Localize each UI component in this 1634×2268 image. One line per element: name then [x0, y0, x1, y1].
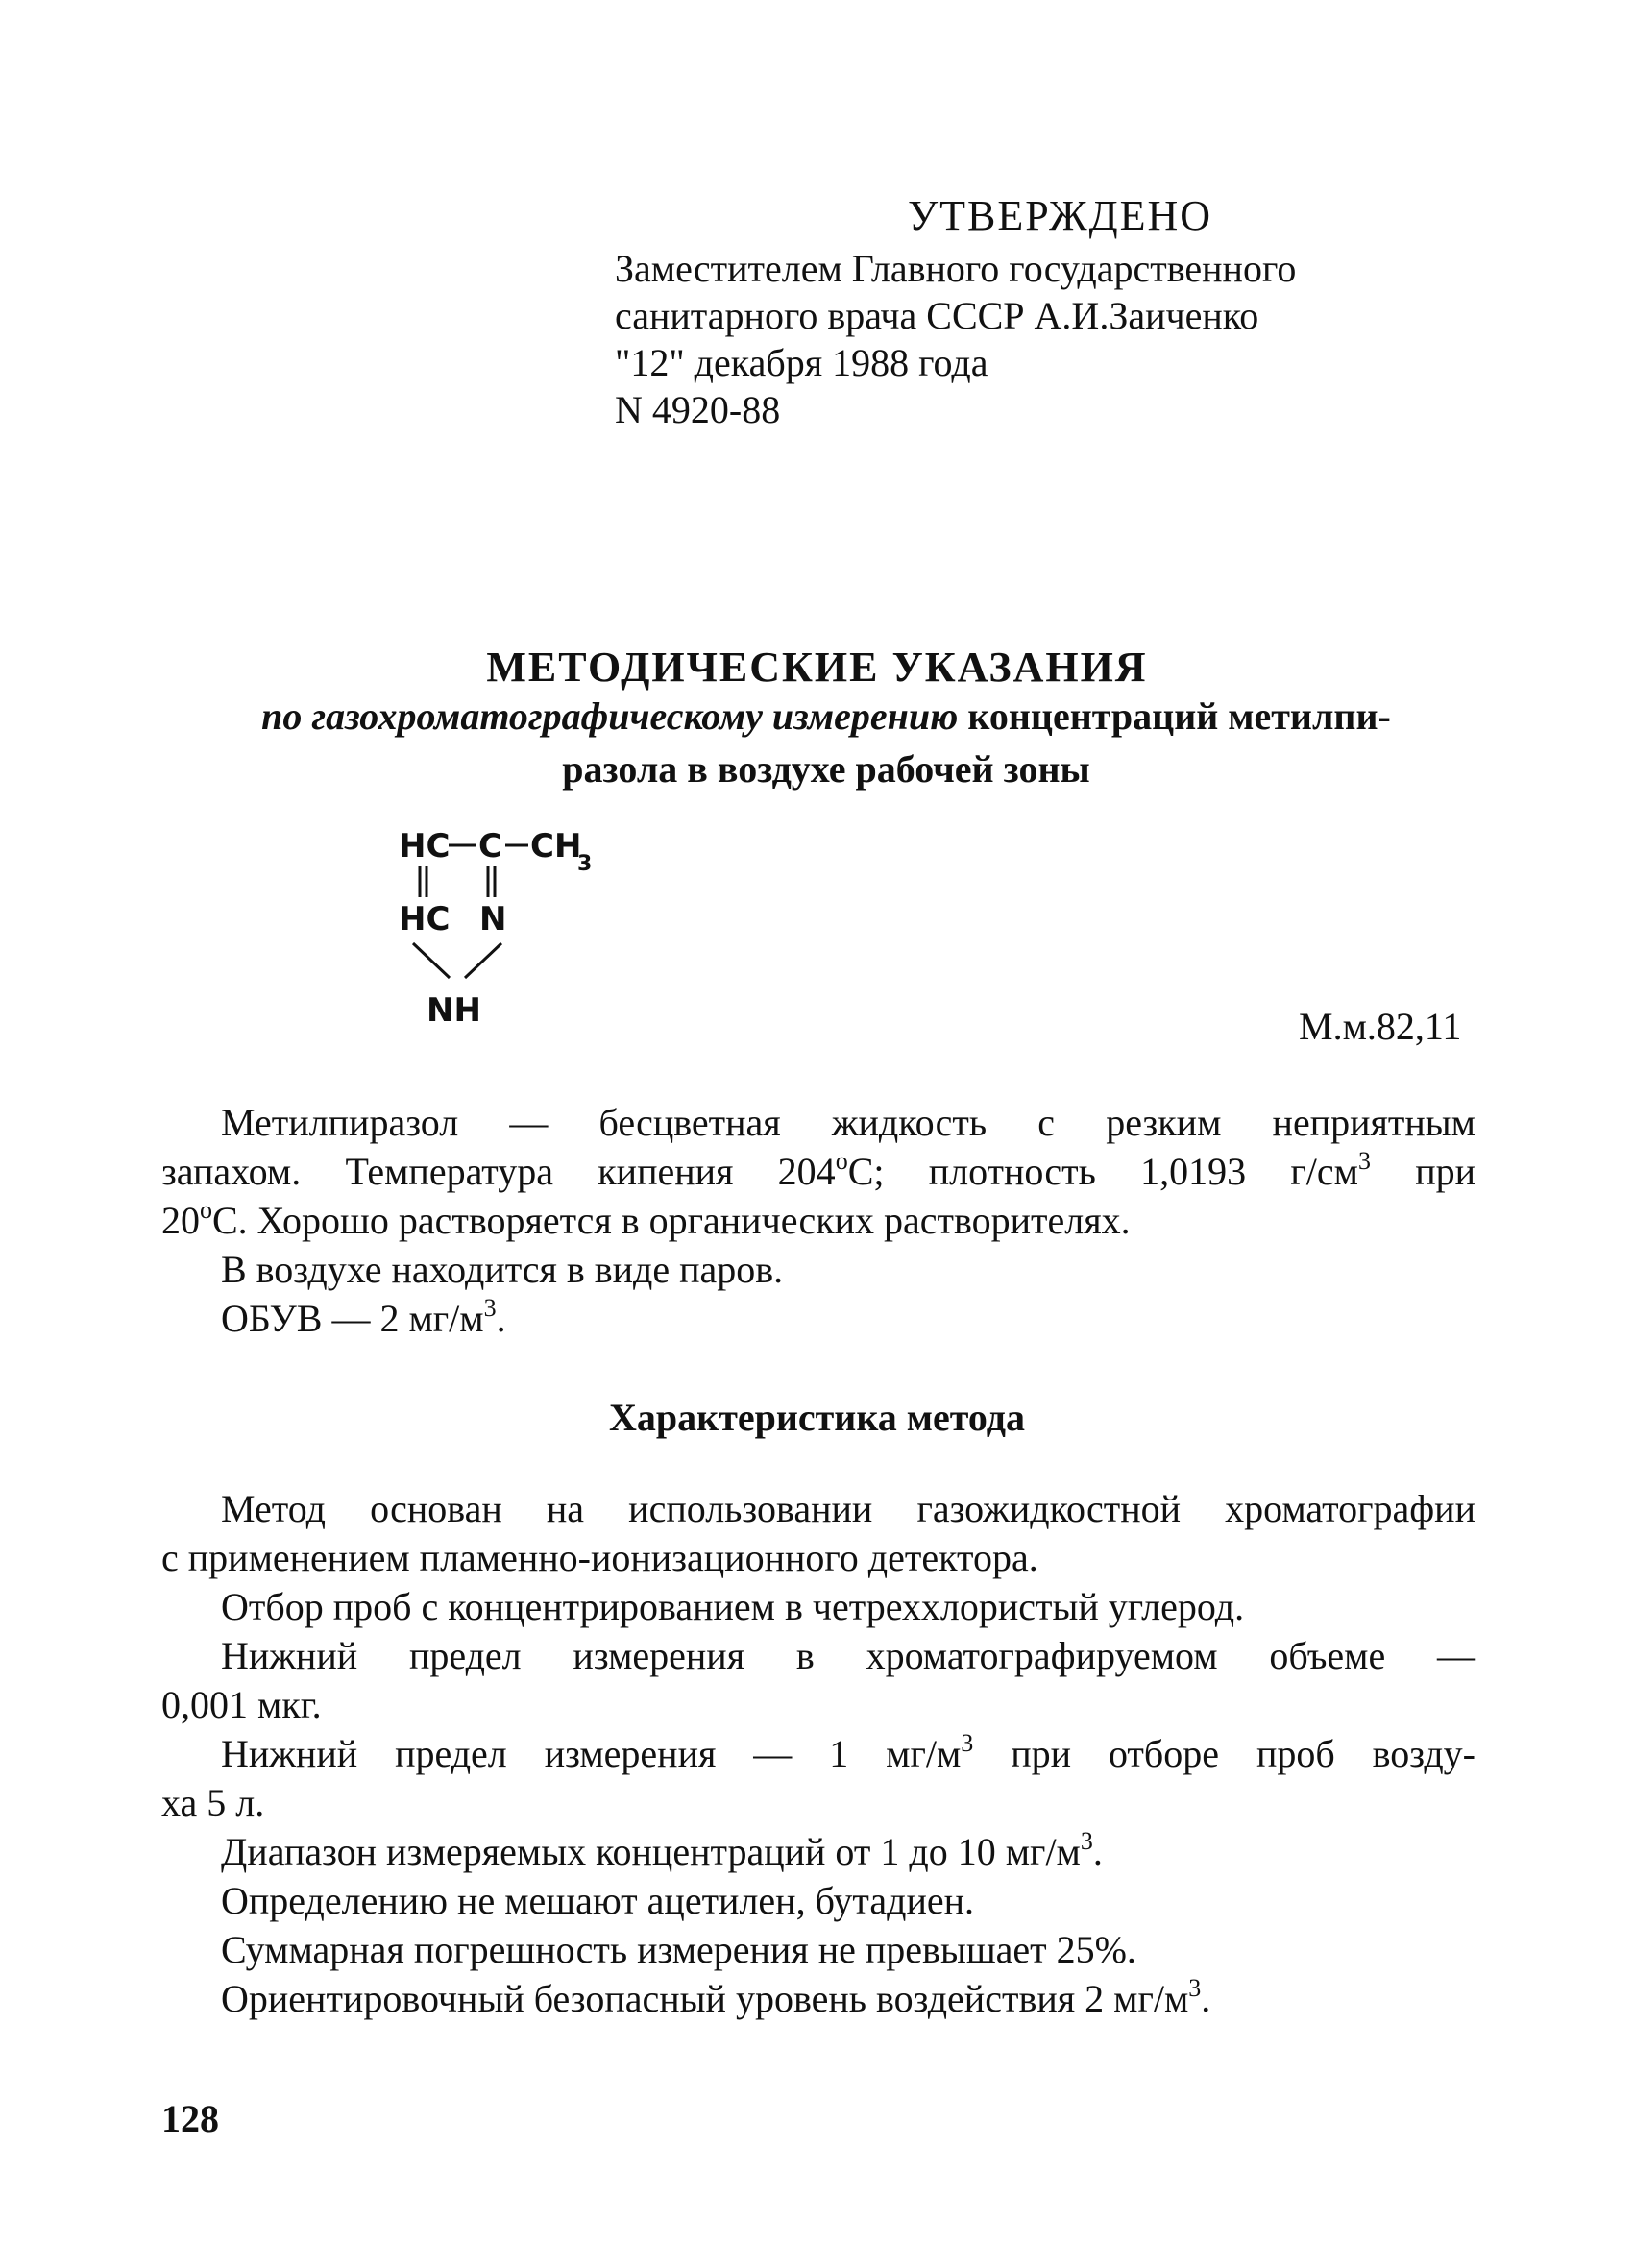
- description-line-2: запахом. Температура кипения $204^оС$; плотность 1,0193 $г/см^3$ при: [161, 1147, 1476, 1193]
- method-paragraph-1-line-1: Метод основан на использовании газожидкостной хроматографии: [221, 1487, 1475, 1530]
- description-line-4: В воздухе находится в виде паров.: [221, 1248, 784, 1291]
- subtitle-line-2: разола в воздухе рабочей зоны: [562, 747, 1090, 791]
- structural-formula: [384, 817, 672, 1047]
- formula-ch-subscript: 3: [577, 852, 593, 876]
- subtitle-rest: концентраций метилпи-: [967, 695, 1391, 738]
- approval-line-1: Заместителем Главного государственного: [615, 247, 1297, 290]
- formula-ch: CH: [530, 827, 582, 866]
- method-paragraph-4-line-2: ха 5 л.: [161, 1781, 265, 1824]
- description-line-3: $20^оС$. Хорошо растворяется в органических растворителях.: [161, 1196, 1131, 1242]
- method-paragraph-8: Ориентировочный безопасный уровень воздействия 2 $мг/м^3$.: [221, 1974, 1211, 2020]
- formula-bond-4: [465, 943, 501, 978]
- description-line-1: Метилпиразол — бесцветная жидкость с резким неприятным: [221, 1101, 1475, 1144]
- formula-hc-bottom: HC: [399, 900, 451, 939]
- formula-c: C: [478, 827, 502, 866]
- description-line-5: ОБУВ — 2 $мг/м^3$.: [221, 1294, 506, 1340]
- approval-line-4: N 4920-88: [615, 388, 781, 431]
- approval-title: УТВЕРЖДЕНО: [908, 192, 1213, 239]
- method-paragraph-5: Диапазон измеряемых концентраций от 1 до 10 $мг/м^3$.: [221, 1827, 1103, 1873]
- approval-line-3: "12" декабря 1988 года: [615, 341, 988, 384]
- approval-block: [615, 192, 1296, 433]
- method-paragraph-3-line-1: Нижний предел измерения в хроматографируемом объеме —: [221, 1634, 1475, 1677]
- formula-nh: NH: [427, 991, 481, 1030]
- approval-line-2: санитарного врача СССР А.И.Заиченко: [615, 294, 1259, 337]
- method-paragraph-6: Определению не мешают ацетилен, бутадиен.: [221, 1879, 975, 1922]
- formula-hc-top: HC: [399, 827, 451, 866]
- formula-bond-3: [413, 943, 450, 978]
- method-paragraph-7: Суммарная погрешность измерения не превышает 25%.: [221, 1928, 1136, 1971]
- molecular-mass: М.м.82,11: [1299, 1005, 1462, 1048]
- method-paragraph-3-line-2: 0,001 мкг.: [161, 1683, 322, 1726]
- formula-n: N: [479, 900, 507, 939]
- section-heading: Характеристика метода: [609, 1396, 1025, 1439]
- method-paragraph-4-line-1: Нижний предел измерения — 1 $мг/м^3$ при отборе проб возду-: [221, 1729, 1475, 1775]
- document-title: МЕТОДИЧЕСКИЕ УКАЗАНИЯ: [486, 644, 1148, 691]
- page-number: 128: [161, 2097, 219, 2140]
- method-paragraph-2: Отбор проб с концентрированием в четреххлористый углерод.: [221, 1585, 1245, 1628]
- method-paragraph-1-line-2: с применением пламенно-ионизационного детектора.: [161, 1536, 1038, 1579]
- subtitle-italic: по газохроматографическому измерению: [261, 695, 959, 738]
- document-subtitle: [154, 690, 1499, 795]
